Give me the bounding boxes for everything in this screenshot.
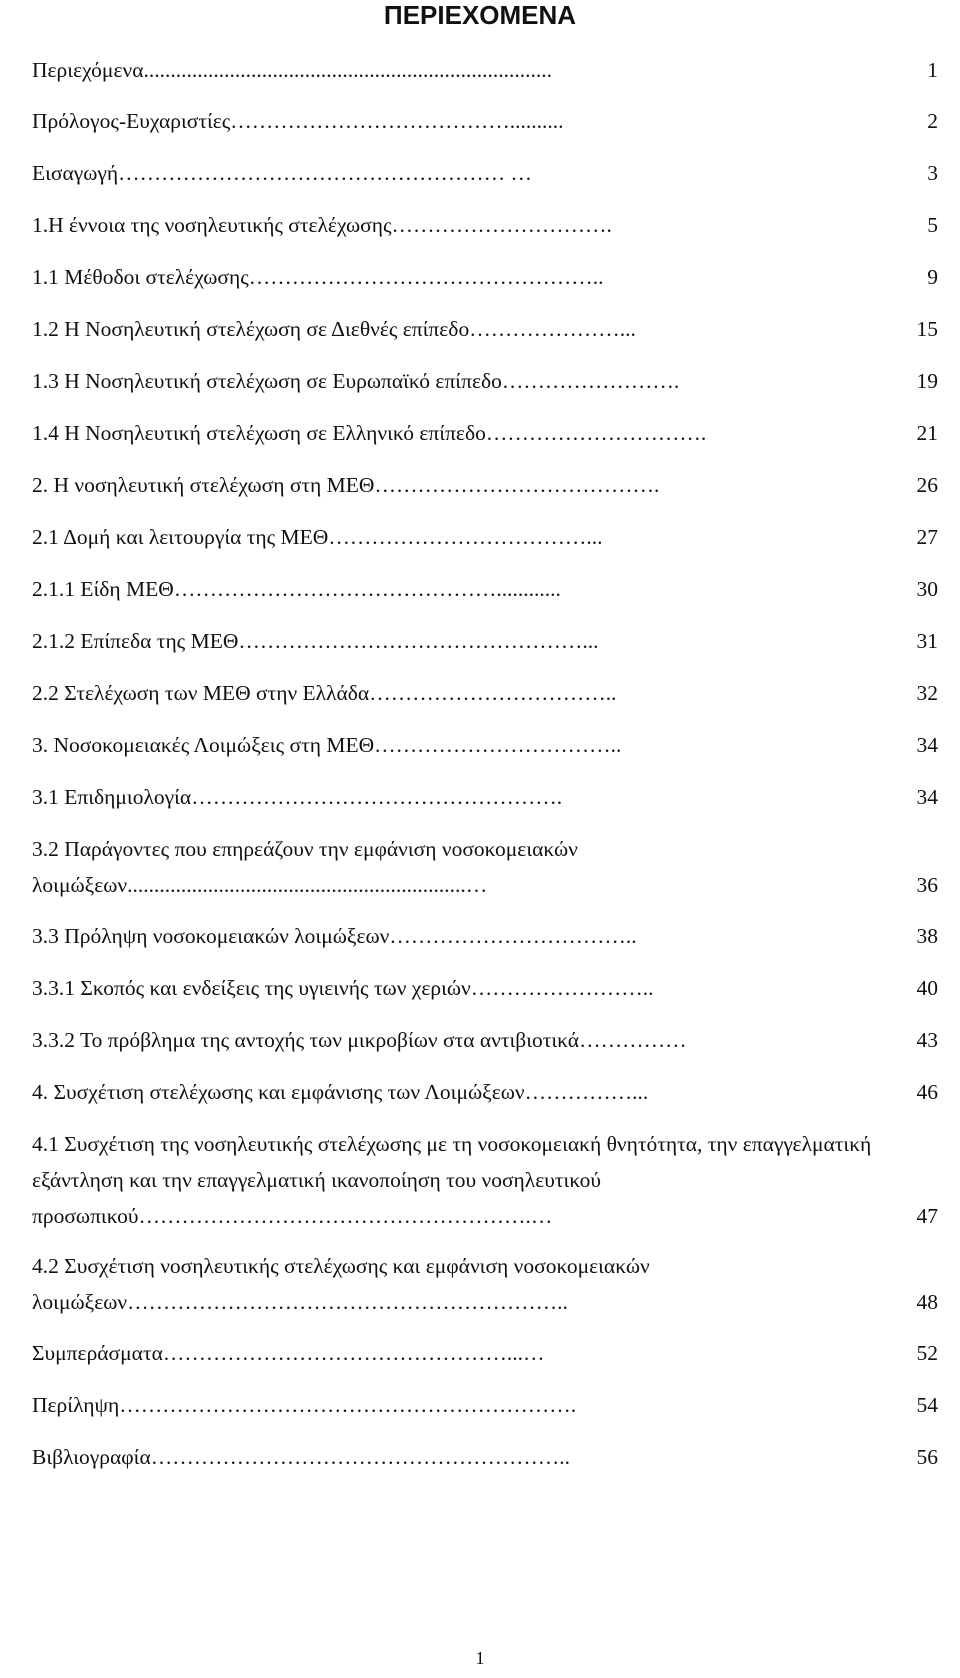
toc-entry-leader: …………………………. [391, 213, 612, 237]
toc-entry-label: Βιβλιογραφία [32, 1445, 151, 1469]
toc-entry-label: 2.1.2 Επίπεδα της ΜΕΘ [32, 629, 239, 653]
toc-entry-label: Πρόλογος-Ευχαριστίες [32, 109, 231, 133]
toc-entry-label: 1.1 Μέθοδοι στελέχωσης [32, 265, 249, 289]
toc-entry-page: 56 [916, 1445, 938, 1469]
toc-entry-label: 4. Συσχέτιση στελέχωσης και εμφάνισης των Λοιμώξεων [32, 1080, 525, 1104]
toc-entry[interactable] [32, 918, 938, 954]
toc-entry[interactable] [32, 155, 938, 191]
toc-entry-label: Περιεχόμενα [32, 58, 144, 82]
toc-entry-leader: ............................................................................ [143, 58, 552, 82]
toc-entry-label: 2. Η νοσηλευτική στελέχωση στη ΜΕΘ [32, 473, 375, 497]
toc-entry[interactable] [32, 1022, 938, 1058]
toc-entry[interactable] [32, 623, 938, 659]
toc-entry-leader: …………………………. [485, 421, 707, 445]
toc-entry-leader: ………………………………….......... [230, 109, 564, 133]
toc-entry-label: 1.Η έννοια της νοσηλευτικής στελέχωσης [32, 213, 392, 237]
toc-entry-label: Περίληψη [32, 1393, 120, 1417]
toc-entry-label: 1.3 Η Νοσηλευτική στελέχωση σε Ευρωπαϊκό επίπεδο [32, 369, 502, 393]
toc-entry[interactable] [32, 363, 938, 399]
toc-entry[interactable] [32, 1074, 938, 1110]
toc-entry-page: 36 [916, 873, 938, 897]
toc-entry-page: 47 [916, 1204, 938, 1228]
toc-entry[interactable] [32, 467, 938, 503]
toc-entry-page: 2 [927, 109, 938, 133]
toc-entry-label: 4.2 Συσχέτιση νοσηλευτικής στελέχωσης και εμφάνιση νοσοκομειακών λοιμώξεων [32, 1254, 650, 1314]
toc-entry-page: 31 [916, 629, 938, 653]
toc-entry[interactable] [32, 1126, 938, 1234]
toc-entry[interactable] [32, 779, 938, 815]
toc-entry-page: 34 [916, 785, 938, 809]
toc-entry-page: 34 [916, 733, 938, 757]
toc-entry-label: 2.1 Δομή και λειτουργία της ΜΕΘ [32, 525, 329, 549]
toc-entry[interactable] [32, 311, 938, 347]
toc-entry-label: 2.1.1 Είδη ΜΕΘ [32, 577, 174, 601]
toc-entry-leader: …………………………………. [374, 473, 660, 497]
toc-entry-page: 40 [916, 976, 938, 1000]
toc-entry-label: 3.3 Πρόληψη νοσοκομειακών λοιμώξεων [32, 924, 390, 948]
toc-entry-leader: ……………………………………………….… [138, 1204, 553, 1228]
toc-entry-leader: …………………………………………………….. [127, 1290, 568, 1314]
toc-entry-page: 9 [927, 265, 938, 289]
toc-entry-page: 38 [916, 924, 938, 948]
toc-entry[interactable] [32, 831, 938, 903]
toc-entry-page: 27 [916, 525, 938, 549]
toc-entry-leader: ………………………………………………………. [119, 1393, 577, 1417]
toc-entry-page: 52 [916, 1341, 938, 1365]
toc-entry-leader: ……………………………………………. [191, 785, 563, 809]
toc-entry-page: 15 [916, 317, 938, 341]
toc-entry-page: 3 [927, 161, 938, 185]
toc-entry-label: 3.1 Επιδημιολογία [32, 785, 192, 809]
toc-entry-leader: …………………………………………...… [162, 1341, 545, 1365]
toc-entry[interactable] [32, 519, 938, 555]
toc-entry[interactable] [32, 1335, 938, 1371]
toc-entry-leader: …………………... [469, 317, 636, 341]
toc-entry-leader: ...............................................................… [127, 873, 488, 897]
toc-entry-page: 43 [916, 1028, 938, 1052]
toc-entry-leader: …………………………….. [374, 733, 622, 757]
toc-entry-label: 1.4 Η Νοσηλευτική στελέχωση σε Ελληνικό επίπεδο [32, 421, 486, 445]
toc-entry-leader: …………………….. [470, 976, 654, 1000]
footer-page-number: 1 [475, 1648, 485, 1668]
toc-entry-label: 3.2 Παράγοντες που επηρεάζουν την εμφάνιση νοσοκομειακών λοιμώξεων [32, 837, 578, 897]
toc-entry[interactable] [32, 415, 938, 451]
toc-entry-leader: …………………………….. [369, 681, 617, 705]
toc-entry-label: Εισαγωγή [32, 161, 119, 185]
toc-entry[interactable] [32, 571, 938, 607]
toc-entry[interactable] [32, 1387, 938, 1423]
toc-entry-page: 5 [927, 213, 938, 237]
toc-entry[interactable] [32, 727, 938, 763]
toc-title: ΠΕΡΙΕΧΟΜΕΝΑ [383, 0, 577, 30]
toc-entry[interactable] [32, 1248, 938, 1320]
toc-entry-leader: ……………………………………………… … [118, 161, 533, 185]
toc-entry[interactable] [32, 103, 938, 139]
toc-entry-page: 46 [916, 1080, 938, 1104]
toc-entry-label: 3. Νοσοκομειακές Λοιμώξεις στη ΜΕΘ [32, 733, 375, 757]
toc-entry-label: 2.2 Στελέχωση των ΜΕΘ στην Ελλάδα [32, 681, 370, 705]
toc-entry-label: 3.3.1 Σκοπός και ενδείξεις της υγιεινής των χεριών [32, 976, 471, 1000]
toc-entry-label: 4.1 Συσχέτιση της νοσηλευτικής στελέχωσης με τη νοσοκομειακή θνητότητα, την επαγγελματική εξάντληση και την επαγγελματική ικανοποίηση του νοσηλευτικού προσωπικού [32, 1132, 872, 1228]
toc-entry-label: 3.3.2 Το πρόβλημα της αντοχής των μικροβίων στα αντιβιοτικά [32, 1028, 580, 1052]
toc-entry-page: 19 [916, 369, 938, 393]
toc-entry-leader: ………………………………………….. [248, 265, 604, 289]
toc-entry[interactable] [32, 970, 938, 1006]
toc-entry-leader: …………………………….. [389, 924, 637, 948]
toc-entry-leader: ……………... [524, 1080, 649, 1104]
toc-entry[interactable] [32, 675, 938, 711]
toc-entry-page: 48 [916, 1290, 938, 1314]
toc-entry[interactable] [32, 1439, 938, 1475]
toc-entry-label: 1.2 Η Νοσηλευτική στελέχωση σε Διεθνές επίπεδο [32, 317, 470, 341]
toc-entry-page: 32 [916, 681, 938, 705]
toc-entry-page: 26 [916, 473, 938, 497]
toc-entry-page: 54 [916, 1393, 938, 1417]
toc-entry-page: 30 [916, 577, 938, 601]
toc-entry-leader: ………………………………………............ [173, 577, 561, 601]
toc-entry-label: Συμπεράσματα [32, 1341, 163, 1365]
toc-entry[interactable] [32, 259, 938, 295]
toc-entry-leader: ……………………. [501, 369, 680, 393]
toc-entry-page: 1 [927, 58, 938, 82]
toc-entry[interactable] [32, 207, 938, 243]
toc-entry-leader: …………………………………………... [238, 629, 599, 653]
toc-entry[interactable] [32, 52, 938, 88]
toc-entry-leader: …………… [579, 1028, 687, 1052]
toc-entry-leader: ………………………………... [328, 525, 603, 549]
toc-entry-page: 21 [916, 421, 938, 445]
toc-entry-leader: ………………………………………………….. [150, 1445, 570, 1469]
